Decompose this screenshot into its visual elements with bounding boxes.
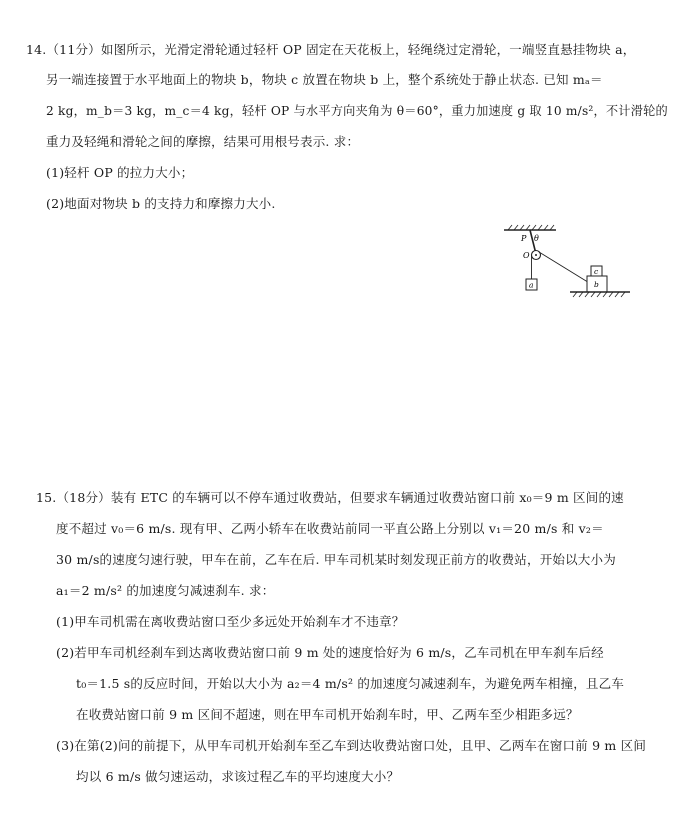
q14-sub-2: (2)地面对物块 b 的支持力和摩擦力大小. xyxy=(46,196,276,211)
q15-sub-2-cont-2: 在收费站窗口前 9 m 区间不超速，则在甲车司机开始刹车时，甲、乙两车至少相距多远？ xyxy=(76,707,579,722)
label-o: O xyxy=(523,251,530,260)
q15-line-1: 15.（18分）装有 ETC 的车辆可以不停车通过收费站，但要求车辆通过收费站窗口前 x₀＝9 m 区间的速 xyxy=(36,490,624,505)
pulley-diagram xyxy=(500,224,640,320)
q15-sub-1: (1)甲车司机需在离收费站窗口至少多远处开始刹车才不违章？ xyxy=(56,614,405,629)
block-a-label: a xyxy=(529,280,534,290)
q15-sub-2: (2)若甲车司机经刹车到达离收费站窗口前 9 m 处的速度恰好为 6 m/s，乙车司机在甲车刹车后经 xyxy=(56,645,604,660)
q15-line-4: a₁＝2 m/s² 的加速度匀减速刹车. 求： xyxy=(56,583,275,598)
block-c-label: c xyxy=(594,267,599,276)
ground xyxy=(570,292,630,297)
q15-sub-3: (3)在第(2)问的前提下，从甲车司机开始刹车至乙车到达收费站窗口处，且甲、乙两车在窗口前 9 m 区间 xyxy=(56,738,647,753)
rope-slanted xyxy=(539,252,591,284)
block-b-label: b xyxy=(594,280,599,289)
label-p: P xyxy=(521,234,527,243)
q14-line-3: 2 kg，m_b＝3 kg，m_c＝4 kg，轻杆 OP 与水平方向夹角为 θ＝60°，重力加速度 g 取 10 m/s²，不计滑轮的 xyxy=(46,103,668,118)
q14-line-4: 重力及轻绳和滑轮之间的摩擦，结果可用根号表示. 求： xyxy=(46,134,360,149)
q14-line-1: 14.（11分）如图所示，光滑定滑轮通过轻杆 OP 固定在天花板上，轻绳绕过定滑轮，一端竖直悬挂物块 a， xyxy=(26,42,636,57)
q14-sub-1: (1)轻杆 OP 的拉力大小； xyxy=(46,165,194,180)
ceiling xyxy=(504,225,556,230)
q15-line-3: 30 m/s的速度匀速行驶，甲车在前，乙车在后. 甲车司机某时刻发现正前方的收费站，开始以大小为 xyxy=(56,552,616,567)
label-theta: θ xyxy=(534,234,539,243)
q15-sub-3-cont: 均以 6 m/s 做匀速运动，求该过程乙车的平均速度大小？ xyxy=(76,769,400,784)
q15-sub-2-cont-1: t₀＝1.5 s的反应时间，开始以大小为 a₂＝4 m/s² 的加速度匀减速刹车，为避免两车相撞，且乙车 xyxy=(76,676,625,691)
q15-line-2: 度不超过 v₀＝6 m/s. 现有甲、乙两小轿车在收费站前同一平直公路上分别以 v₁＝20 m/s 和 v₂＝ xyxy=(56,521,604,536)
q14-line-2: 另一端连接置于水平地面上的物块 b，物块 c 放置在物块 b 上，整个系统处于静止状态. 已知 mₐ＝ xyxy=(46,72,603,87)
